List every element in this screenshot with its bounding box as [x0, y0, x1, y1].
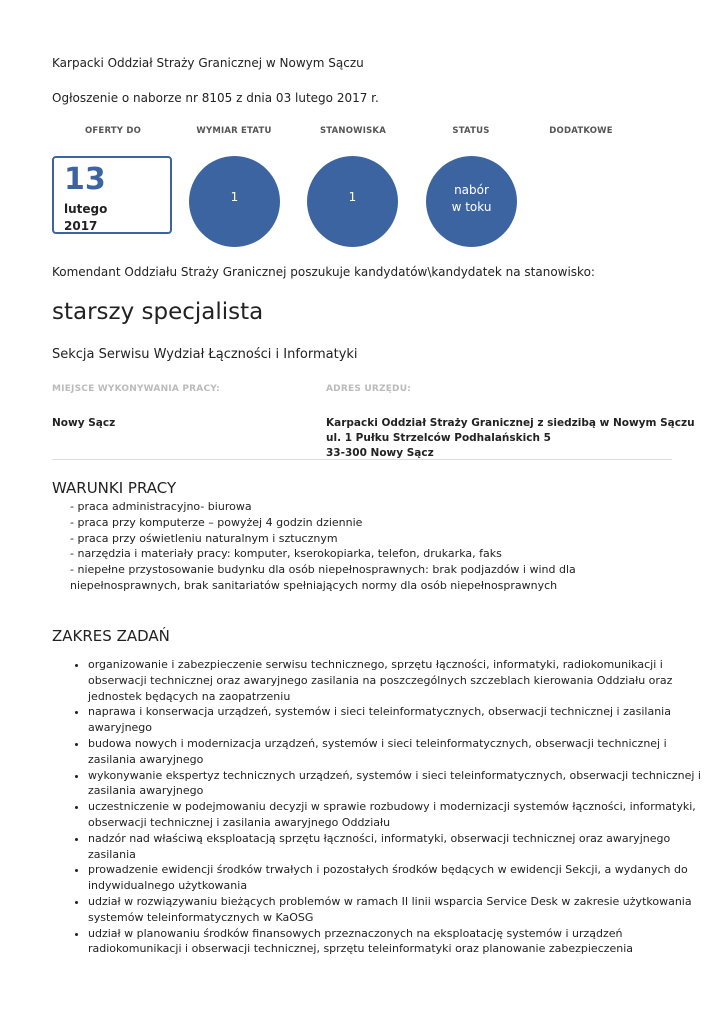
column-header-additional: DODATKOWE	[549, 126, 613, 136]
address-line-3: 33-300 Nowy Sącz	[326, 447, 434, 459]
position-title: starszy specjalista	[52, 299, 264, 325]
list-item: • organizowanie i zabezpieczenie serwisu technicznego, sprzętu łączności, informatyki, radiokomunikacji i obserwacji technicznej oraz awaryjnego zasilania na poszczególnych szczeblach kierowania Oddziału oraz jednostek będących na zaopatrzeniu	[88, 657, 714, 704]
list-item: • prowadzenie ewidencji środków trwałych i pozostałych środków będących w ewidencji Sekcji, a wydanych do indywidualnego użytkowania	[88, 862, 714, 894]
status-circle	[426, 156, 517, 247]
place-label: MIEJSCE WYKONYWANIA PRACY:	[52, 384, 220, 394]
offer-deadline-box	[52, 156, 172, 234]
list-item: - praca przy komputerze – powyżej 4 godzin dziennie	[70, 515, 363, 529]
list-item: • uczestniczenie w podejmowaniu decyzji w sprawie rozbudowy i modernizacji systemów łączności, informatyki, obserwacji technicznej i zasilania awaryjnego Oddziału	[88, 799, 714, 831]
organization-name: Karpacki Oddział Straży Granicznej w Nowym Sączu	[52, 56, 364, 70]
department-name: Sekcja Serwisu Wydział Łączności i Informatyki	[52, 347, 358, 362]
status-line-1: nabór	[454, 182, 489, 197]
column-header-positions: STANOWISKA	[319, 126, 386, 136]
address-value	[326, 416, 695, 461]
address-label: ADRES URZĘDU:	[326, 384, 412, 394]
job-size-circle	[189, 156, 280, 247]
list-item: • udział w rozwiązywaniu bieżących problemów w ramach II linii wsparcia Service Desk w zakresie użytkowania systemów teleinformatycznych w KaOSG	[88, 894, 714, 926]
column-header-status: STATUS	[452, 126, 490, 136]
conditions-heading: WARUNKI PRACY	[52, 479, 177, 497]
tasks-list	[52, 657, 714, 957]
list-item: • naprawa i konserwacja urządzeń, systemów i sieci teleinformatycznych, obserwacji technicznej i zasilania awaryjnego	[88, 704, 714, 736]
list-item: - praca przy oświetleniu naturalnym i sztucznym	[70, 531, 338, 545]
column-header-offers: OFERTY DO	[85, 126, 141, 136]
column-header-job-size: WYMIAR ETATU	[196, 126, 272, 136]
job-size-value: 1	[230, 189, 239, 204]
positions-circle	[307, 156, 398, 247]
place-value: Nowy Sącz	[52, 417, 116, 429]
offer-year: 2017	[64, 219, 98, 233]
address-line-1: Karpacki Oddział Straży Granicznej z siedzibą w Nowym Sączu	[326, 417, 695, 429]
intro-text: Komendant Oddziału Straży Granicznej poszukuje kandydatów\kandydatek na stanowisko:	[52, 265, 595, 279]
positions-value: 1	[348, 189, 357, 204]
list-item: - praca administracyjno- biurowa	[70, 500, 252, 513]
list-item: • wykonywanie ekspertyz technicznych urządzeń, systemów i sieci teleinformatycznych, obserwacji technicznej i zasilania awaryjnego	[88, 768, 714, 800]
list-item: - narzędzia i materiały pracy: komputer, kserokopiarka, telefon, drukarka, faks	[70, 547, 502, 561]
list-item: • nadzór nad właściwą eksploatacją sprzętu łączności, informatyki, obserwacji technicznej oraz awaryjnego zasilania	[88, 831, 714, 863]
announcement-title: Ogłoszenie o naborze nr 8105 z dnia 03 lutego 2017 r.	[52, 91, 379, 105]
offer-month: lutego	[64, 202, 108, 216]
status-line-2: w toku	[451, 199, 492, 214]
tasks-heading: ZAKRES ZADAŃ	[52, 627, 170, 645]
list-item: • budowa nowych i modernizacja urządzeń, systemów i sieci teleinformatycznych, obserwacji technicznej i zasilania awaryjnego	[88, 736, 714, 768]
offer-day: 13	[64, 162, 106, 197]
conditions-list	[70, 499, 680, 594]
list-item: - niepełne przystosowanie budynku dla osób niepełnosprawnych: brak podjazdów i wind dla niepełnosprawnych, brak sanitariatów spełniających normy dla osób niepełnosprawnych	[70, 563, 576, 592]
address-line-2: ul. 1 Pułku Strzelców Podhalańskich 5	[326, 432, 551, 444]
list-item: • udział w planowaniu środków finansowych przeznaczonych na eksploatację systemów i urządzeń radiokomunikacji i obserwacji technicznej, sprzętu teleinformatyki oraz planowanie zabezpieczenia	[88, 926, 714, 958]
section-divider	[52, 459, 672, 460]
